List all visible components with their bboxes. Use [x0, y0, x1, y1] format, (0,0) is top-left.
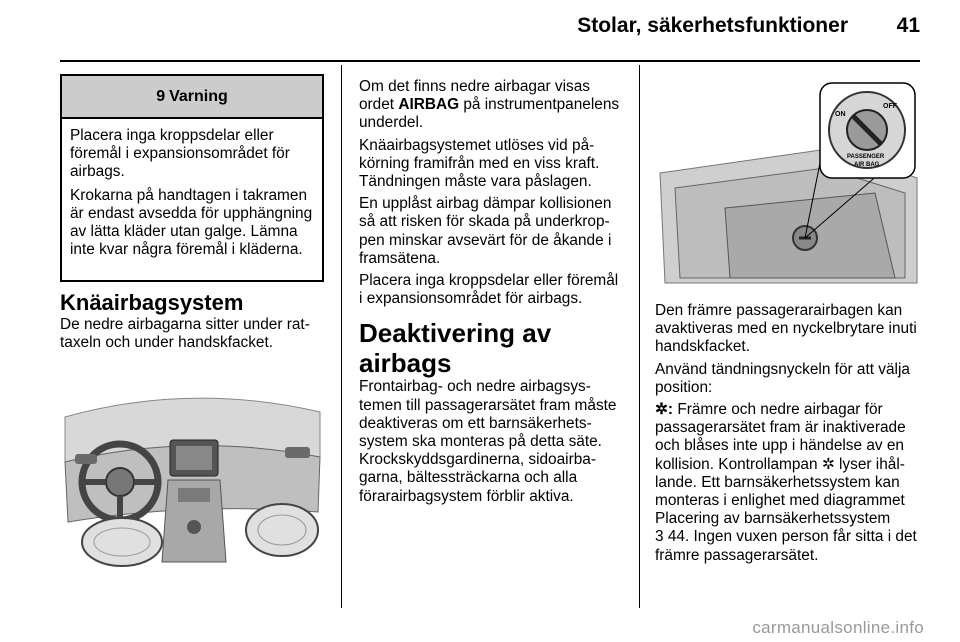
switch-on-label: ON	[835, 111, 846, 118]
airbag-off-icon: ✲	[655, 401, 668, 419]
expansion-paragraph: Placera inga kroppsdelar eller föremål i expansionsområdet för airbags.	[359, 272, 619, 308]
deactivation-heading: Deaktivering av airbags	[359, 318, 552, 379]
knee-airbag-text: De nedre airbagarna sitter under rattaxeln och under handskfacket.	[60, 316, 310, 352]
running-header-title: Stolar, säkerhetsfunktioner	[577, 14, 848, 37]
column-divider-1	[341, 65, 342, 608]
position-paragraph: Använd tändningsnyckeln för att välja position:	[655, 360, 910, 396]
airbag-label-paragraph: Om det finns nedre airbagar visas ordet AIRBAG på instrumentpanelens underdel.	[359, 78, 620, 132]
off-position-paragraph: ✲: Främre och nedre airbagar för passagerarsätet fram är inaktiverade och blåses inte upp i händelse av en kollision. Kontrollampan ✲ lyser ihållande. Ett barnsäkerhetssystem kan monteras i enlighet med diagrammet Placering av barnsäkerhetssystem 3 44. Ingen vuxen person får sitta i det främre passagerarsätet.	[655, 401, 917, 564]
warning-heading	[62, 76, 322, 119]
warning-symbol: 9	[156, 87, 166, 105]
watermark: carmanualsonline.info	[752, 618, 924, 637]
switch-caption-1: PASSENGER	[847, 154, 885, 160]
column-divider-2	[639, 65, 640, 608]
warning-paragraph: Krokarna på handtagen i takramen är endast avsedda för upphängning av lätta kläder utan galge. Lämna inte kvar några föremål i kläderna.	[70, 186, 313, 259]
deploy-paragraph: Knäairbagsystemet utlöses vid påkörning framifrån med en viss kraft. Tändningen måste vara påslagen.	[359, 136, 600, 191]
warning-paragraph: Placera inga kroppsdelar eller föremål i expansionsområdet för airbags.	[70, 127, 290, 181]
switch-off-label: OFF	[883, 103, 897, 110]
warning-box	[60, 74, 324, 282]
control-lamp-icon: ✲	[821, 455, 835, 473]
dashboard-figure	[60, 362, 324, 578]
warning-heading-text: Varning	[169, 87, 228, 105]
header-rule	[60, 60, 920, 62]
switch-caption-2: AIR BAG	[854, 162, 880, 168]
page-reference-arrow-icon: 3	[655, 528, 664, 546]
key-switch-paragraph: Den främre passagerarairbagen kan avaktiveras med en nyckelbrytare inuti handskfacket.	[655, 302, 917, 356]
key-switch-figure	[655, 78, 920, 288]
airbag-word: AIRBAG	[398, 96, 460, 114]
knee-airbag-heading: Knäairbagsystem	[60, 290, 244, 315]
cushion-paragraph: En upplåst airbag dämpar kollisionen så att risken för skada på underkroppen minskar avsevärt för de åkande i framsätena.	[359, 195, 612, 267]
page-number: 41	[896, 14, 920, 37]
deactivation-text: Frontairbag- och nedre airbagsystemen till passagerarsätet fram måste deaktiveras om ett barnsäkerhetssystem ska monteras på detta säte. Krockskyddsgardinerna, sidoairbagarna, bältessträckarna och alla förarairbagsystem förblir aktiva.	[359, 378, 617, 505]
